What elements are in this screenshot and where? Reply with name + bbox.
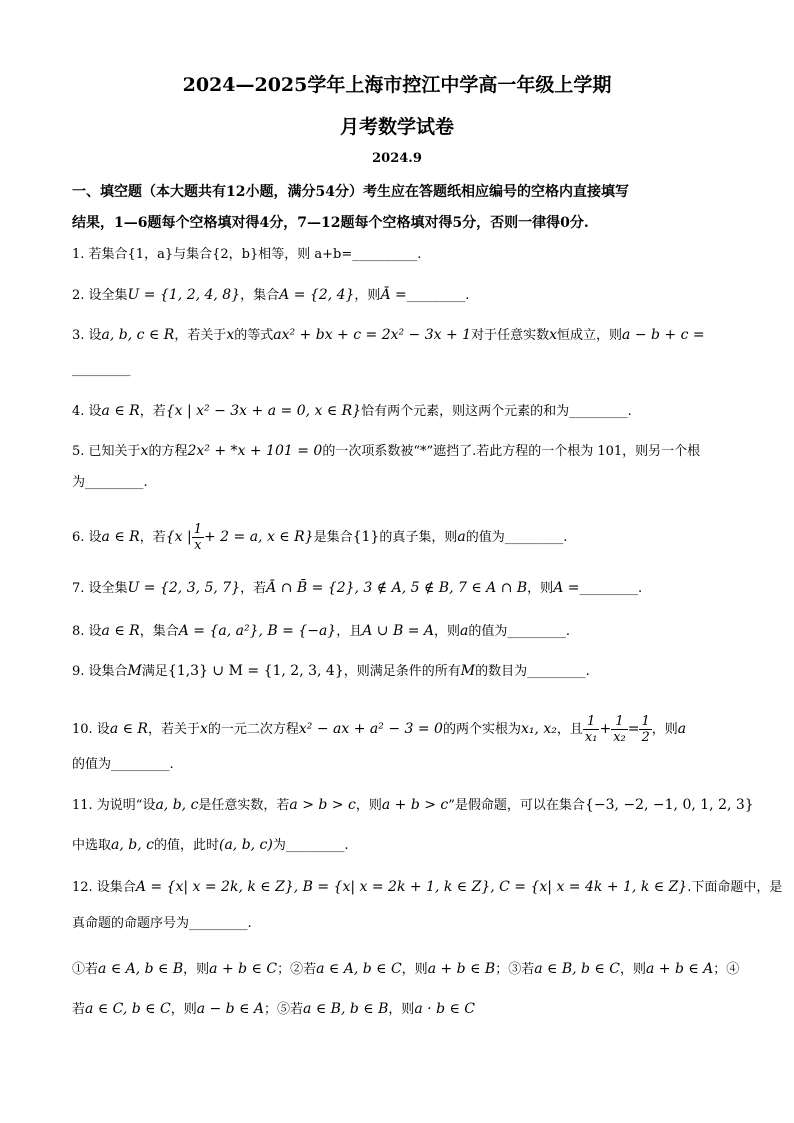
question-10: 10. 设a ∈ R，若关于x的一元二次方程x² − ax + a² − 3 = 0的两个实根为x₁, x₂，且 $\frac{1}{\text{x₁}}$ + $\frac{1}{\text{x₂}}$ = $\frac{1}{2}$ ，则a (72, 714, 687, 745)
fraction-one-over-x2: $\frac{1}{\text{x₂}}$ (613, 714, 626, 745)
question-3-blank: _________ (72, 362, 131, 377)
question-12: 12. 设集合A = {x| x = 2k, k ∈ Z}, B = {x| x = 2k + 1, k ∈ Z}, C = {x| x = 4k + 1, k ∈ Z}.下面命题中，是 (72, 879, 783, 895)
question-12-options-line2: 若a ∈ C, b ∈ C，则a − b ∈ A；⑤若a ∈ B, b ∈ B，则a · b ∈ C (72, 1001, 476, 1017)
exam-date: 2024.9 (372, 151, 422, 166)
question-9: 9. 设集合M满足{1,3} ∪ M = {1, 2, 3, 4}，则满足条件的所有M的数目为_________. (72, 663, 590, 679)
fraction-one-over-x: $\frac{1}{x}$ (193, 522, 202, 553)
section-instructions-line1: 一、填空题（本大题共有12小题，满分54分）考生应在答题纸相应编号的空格内直接填写 (72, 184, 629, 200)
question-12-options-line1: ①若a ∈ A, b ∈ B，则a + b ∈ C；②若a ∈ A, b ∈ C，则a + b ∈ B；③若a ∈ B, b ∈ C，则a + b ∈ A；④ (72, 961, 740, 977)
question-2: 2. 设全集U = {1, 2, 4, 8}，集合A = {2, 4}，则Ā =_________. (72, 287, 470, 303)
question-3: 3. 设a, b, c ∈ R，若关于x的等式ax² + bx + c = 2x² − 3x + 1对于任意实数x恒成立，则a − b + c = (72, 327, 705, 343)
question-11: 11. 为说明“设a, b, c是任意实数，若a > b > c，则a + b > c”是假命题，可以在集合{−3, −2, −1, 0, 1, 2, 3} (72, 797, 754, 813)
fraction-one-half: $\frac{1}{2}$ (641, 714, 650, 745)
question-6: 6. 设a ∈ R，若{x | $\frac{1}{x}$ + 2 = a, x ∈ R}是集合{1}的真子集，则a的值为_________. (72, 522, 568, 553)
question-1: 1. 若集合{1，a}与集合{2，b}相等，则 a+b=__________. (72, 247, 422, 262)
exam-subtitle: 月考数学试卷 (339, 116, 454, 138)
fraction-one-over-x1: $\frac{1}{\text{x₁}}$ (584, 714, 598, 745)
question-5: 5. 已知关于x的方程2x² + *x + 101 = 0的一次项系数被“*”遮挡了.若此方程的一个根为 101，则另一个根 (72, 443, 701, 459)
question-8: 8. 设a ∈ R，集合A = {a, a²}, B = {−a}，且A ∪ B = A，则a的值为_________. (72, 623, 571, 639)
section-instructions-line2: 结果，1—6题每个空格填对得4分，7—12题每个空格填对得5分，否则一律得0分. (72, 215, 589, 231)
question-4: 4. 设a ∈ R，若{x | x² − 3x + a = 0, x ∈ R}恰有两个元素，则这两个元素的和为_________. (72, 403, 632, 419)
exam-title: 2024—2025学年上海市控江中学高一年级上学期 (182, 74, 612, 96)
question-10-cont: 的值为_________. (72, 757, 174, 772)
question-5-cont: 为_________. (72, 475, 148, 490)
question-11-cont: 中选取a, b, c的值，此时(a, b, c)为_________. (72, 837, 349, 853)
question-12-cont: 真命题的命题序号为_________. (72, 916, 252, 931)
question-7: 7. 设全集U = {2, 3, 5, 7}，若Ā ∩ B̄ = {2}, 3 ∉ A, 5 ∉ B, 7 ∈ A ∩ B，则A =_________. (72, 580, 643, 596)
